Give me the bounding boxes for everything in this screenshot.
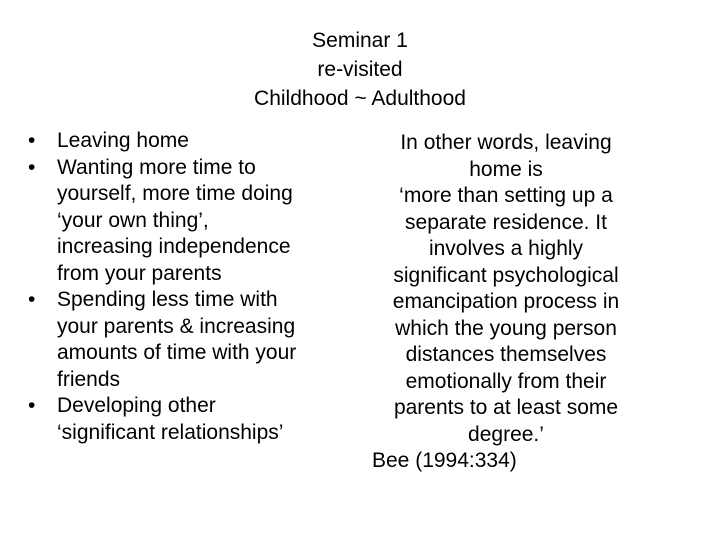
bullet-icon: •	[28, 288, 36, 311]
quote-line: distances themselves	[405, 343, 607, 366]
bullet-icon: •	[28, 394, 36, 417]
list-item-text: ‘significant relationships’	[57, 420, 284, 444]
bullet-list	[28, 128, 358, 446]
quote-line: involves a highly	[428, 237, 584, 260]
list-item-spending-less-time	[28, 287, 358, 393]
list-item-text: your parents & increasing	[57, 314, 296, 338]
quote-line: degree.’	[468, 422, 544, 446]
bullet-icon: •	[28, 129, 36, 152]
list-item-text: increasing independence	[57, 235, 291, 258]
list-item-text: amounts of time with your	[57, 341, 297, 364]
list-item-text: Developing other	[57, 394, 216, 417]
quote-line: emancipation process in	[392, 290, 620, 313]
list-item-text: ‘your own thing’,	[57, 208, 209, 232]
list-item-text: friends	[57, 367, 121, 391]
title-line-1: Seminar 1	[312, 29, 408, 52]
quote-column	[346, 130, 666, 475]
quote-line: home is	[469, 157, 543, 181]
slide-title	[0, 26, 720, 113]
quote-line: In other words, leaving	[400, 131, 612, 154]
quote-line: separate residence. It	[405, 210, 607, 234]
list-item-text: from your parents	[57, 261, 222, 285]
title-line-3: Childhood ~ Adulthood	[254, 87, 466, 110]
quote-line: emotionally from their	[405, 369, 607, 393]
bullet-list-column	[28, 128, 358, 446]
list-item-text: Leaving home	[57, 129, 189, 152]
quote-line: significant psychological	[393, 263, 619, 287]
quote-line: which the young person	[395, 316, 617, 340]
list-item-text: Wanting more time to	[57, 155, 256, 179]
list-item-developing-relationships	[28, 393, 358, 446]
bullet-icon: •	[28, 155, 36, 179]
quote-line: parents to at least some	[393, 396, 619, 419]
list-item-leaving-home	[28, 128, 358, 155]
list-item-text: Spending less time with	[57, 288, 278, 311]
title-line-2: re-visited	[317, 58, 403, 81]
citation: Bee (1994:334)	[372, 449, 517, 472]
quote-line: ‘more than setting up a	[399, 184, 613, 207]
list-item-text: yourself, more time doing	[57, 182, 293, 205]
list-item-wanting-more-time	[28, 155, 358, 288]
